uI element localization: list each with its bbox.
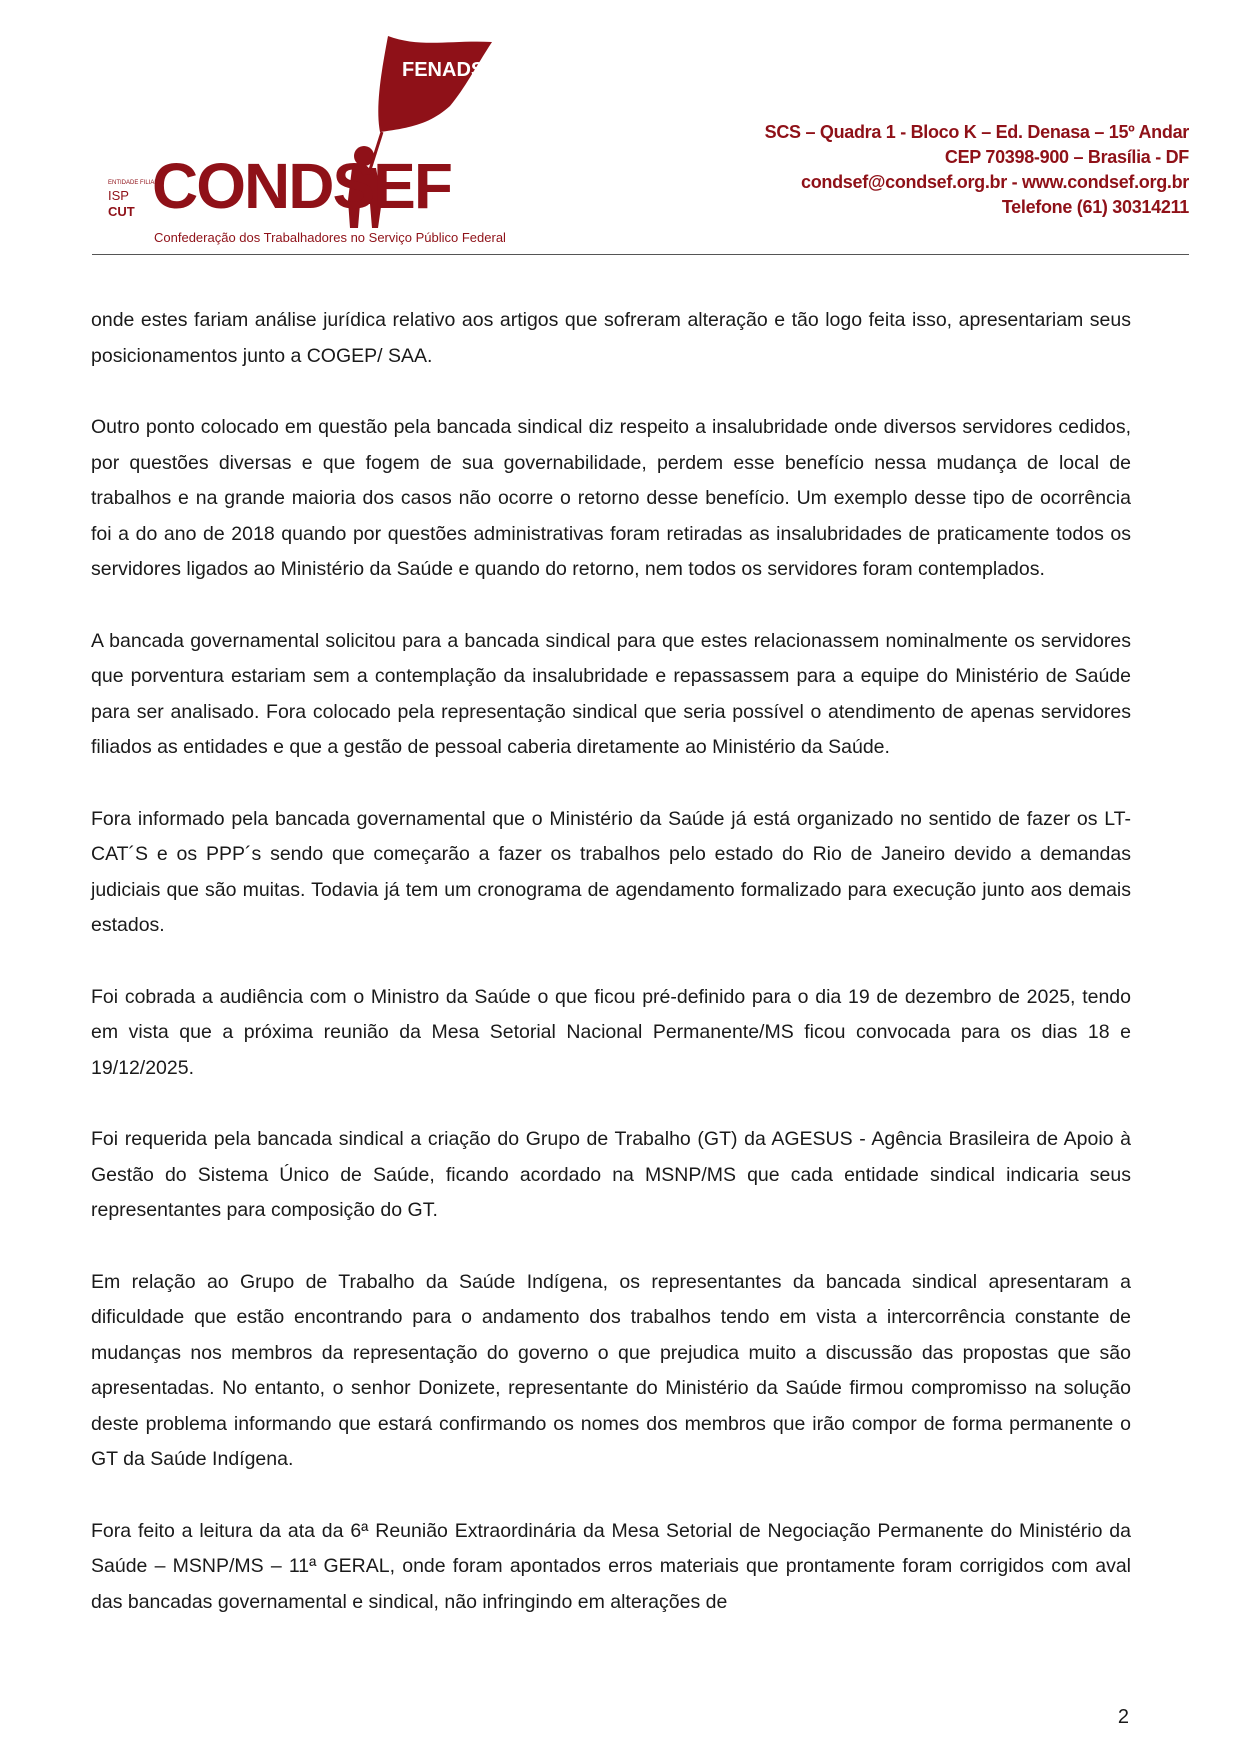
flag-shape: [378, 36, 492, 132]
phone-line: Telefone (61) 30314211: [1001, 197, 1189, 217]
paragraph: Em relação ao Grupo de Trabalho da Saúde Indígena, os representantes da bancada sindical apresentaram a dificuldade que estão encontrando para o andamento dos trabalhos tendo em vista a intercorrência constante de mudanças nos membros da representação do governo o que prejudica muito a discussão das propostas que são apresentadas. No entanto, o senhor Donizete, representante do Ministério da Saúde firmou compromisso na solução deste problema informando que estará confirmando os nomes dos membros que irão compor de forma permanente o GT da Saúde Indígena.: [91, 1270, 1131, 1470]
header-divider: [92, 254, 1189, 255]
cep-line: CEP 70398-900 – Brasília - DF: [944, 147, 1189, 167]
paragraph: Outro ponto colocado em questão pela bancada sindical diz respeito a insalubridade onde diversos servidores cedidos, por questões diversas e que fogem de sua governabilidade, perdem esse benefício nessa mudança de local de trabalhos e na grande maioria dos casos não ocorre o retorno desse benefício. Um exemplo desse tipo de ocorrência foi a do ano de 2018 quando por questões administrativas foram retiradas as insalubridades de praticamente todos os servidores ligados ao Ministério da Saúde e quando do retorno, nem todos os servidores foram contemplados.: [91, 416, 1131, 580]
paragraph: Foi cobrada a audiência com o Ministro da Saúde o que ficou pré-definido para o dia 19 de dezembro de 2025, tendo em vista que a próxima reunião da Mesa Setorial Nacional Permanente/MS ficou convocada para os dias 18 e 19/12/2025.: [91, 985, 1131, 1079]
flag-logo-text: FENADSEF: [402, 59, 510, 81]
affiliation-label: ENTIDADE FILIADA: [108, 180, 163, 186]
address-line: SCS – Quadra 1 - Bloco K – Ed. Denasa – 15º Andar: [764, 122, 1189, 142]
condsef-logo-graphic: [108, 28, 560, 256]
paragraph: A bancada governamental solicitou para a bancada sindical para que estes relacionassem nominalmente os servidores que porventura estariam sem a contemplação da insalubridade e repassassem para a equipe do Ministério de Saúde para ser analisado. Fora colocado pela representação sindical que seria possível o atendimento de apenas servidores filiados as entidades e que a gestão de pessoal caberia diretamente ao Ministério da Saúde.: [91, 629, 1131, 758]
condsef-subtitle: Confederação dos Trabalhadores no Serviço Público Federal: [154, 230, 506, 245]
paragraph: Fora feito a leitura da ata da 6ª Reunião Extraordinária da Mesa Setorial de Negociação Permanente do Ministério da Saúde – MSNP/MS – 11ª GERAL, onde foram apontados erros materiais que prontamente foram corrigidos com aval das bancadas governamental e sindical, não infringindo em alterações de: [91, 1519, 1131, 1613]
condsef-logo: [108, 28, 560, 256]
isp-label: ISP: [108, 188, 129, 203]
contact-line[interactable]: condsef@condsef.org.br - www.condsef.org.br: [800, 172, 1189, 192]
condsef-wordmark: CONDSEF: [152, 150, 451, 222]
header-address: [765, 120, 1189, 220]
paragraph: onde estes fariam análise jurídica relativo aos artigos que sofreram alteração e tão logo feita isso, apresentariam seus posicionamentos junto a COGEP/ SAA.: [91, 309, 1131, 367]
document-body: [91, 303, 1131, 1656]
paragraph: Foi requerida pela bancada sindical a criação do Grupo de Trabalho (GT) da AGESUS - Agência Brasileira de Apoio à Gestão do Sistema Único de Saúde, ficando acordado na MSNP/MS que cada entidade sindical indicaria seus representantes para composição do GT.: [91, 1128, 1131, 1221]
cut-label: CUT: [108, 204, 135, 219]
page-number: 2: [1117, 1706, 1129, 1728]
paragraph: Fora informado pela bancada governamental que o Ministério da Saúde já está organizado no sentido de fazer os LT-CAT´S e os PPP´s sendo que começarão a fazer os trabalhos pelo estado do Rio de Janeiro devido a demandas judiciais que são muitas. Todavia já tem um cronograma de agendamento formalizado para execução junto aos demais estados.: [91, 807, 1131, 936]
